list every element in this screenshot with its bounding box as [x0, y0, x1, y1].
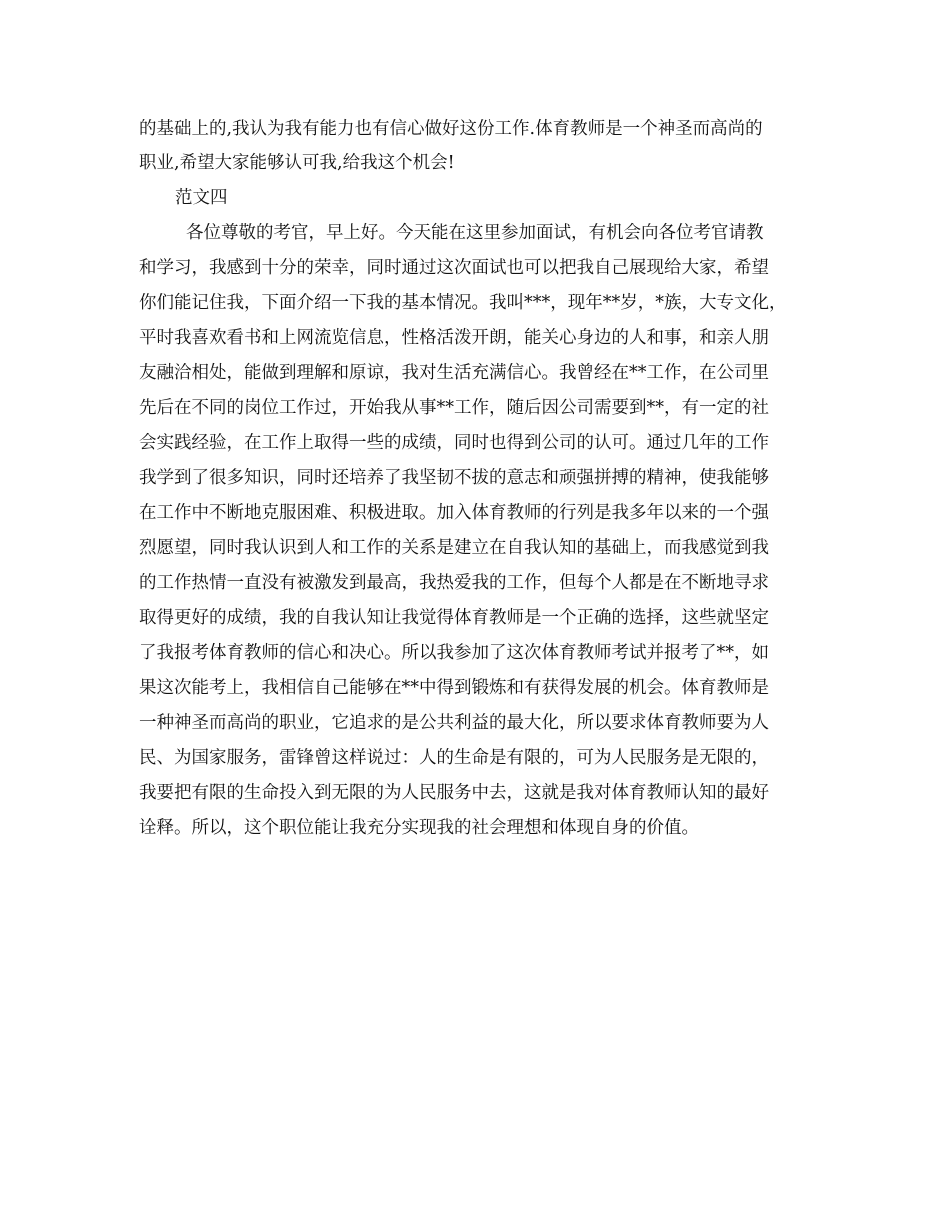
text-line: 我要把有限的生命投入到无限的为人民服务中去，这就是我对体育教师认知的最好	[139, 783, 769, 803]
text-line: 你们能记住我，下面介绍一下我的基本情况。我叫***，现年**岁，*族，大专文化，	[139, 293, 787, 313]
section-heading: 范文四	[175, 188, 228, 208]
text-line: 我学到了很多知识，同时还培养了我坚韧不拔的意志和顽强拼搏的精神，使我能够	[139, 468, 769, 488]
text-line: 和学习，我感到十分的荣幸，同时通过这次面试也可以把我自己展现给大家，希望	[139, 258, 769, 278]
text-line: 烈愿望，同时我认识到人和工作的关系是建立在自我认知的基础上，而我感觉到我	[139, 538, 769, 558]
text-line: 果这次能考上，我相信自己能够在**中得到锻炼和有获得发展的机会。体育教师是	[139, 678, 769, 698]
text-line: 友融洽相处，能做到理解和原谅，我对生活充满信心。我曾经在**工作，在公司里	[139, 363, 769, 383]
text-line: 在工作中不断地克服困难、积极进取。加入体育教师的行列是我多年以来的一个强	[139, 503, 769, 523]
text-line: 会实践经验，在工作上取得一些的成绩，同时也得到公司的认可。通过几年的工作	[139, 433, 769, 453]
text-line: 各位尊敬的考官，早上好。今天能在这里参加面试，有机会向各位考官请教	[186, 223, 764, 243]
text-line: 取得更好的成绩，我的自我认知让我觉得体育教师是一个正确的选择，这些就坚定	[139, 608, 769, 628]
text-line: 一种神圣而高尚的职业，它追求的是公共利益的最大化，所以要求体育教师要为人	[139, 713, 769, 733]
text-line: 了我报考体育教师的信心和决心。所以我参加了这次体育教师考试并报考了**，如	[139, 643, 769, 663]
text-line: 的工作热情一直没有被激发到最高，我热爱我的工作，但每个人都是在不断地寻求	[139, 573, 769, 593]
text-line: 诠释。所以，这个职位能让我充分实现我的社会理想和体现自身的价值。	[139, 818, 699, 838]
text-line: 先后在不同的岗位工作过，开始我从事**工作，随后因公司需要到**，有一定的社	[139, 398, 769, 418]
text-line: 民、为国家服务，雷锋曾这样说过：人的生命是有限的，可为人民服务是无限的，	[139, 748, 769, 768]
text-line: 的基础上的,我认为我有能力也有信心做好这份工作.体育教师是一个神圣而高尚的	[139, 119, 763, 139]
text-line: 平时我喜欢看书和上网流览信息，性格活泼开朗，能关心身边的人和事，和亲人朋	[139, 328, 769, 348]
text-line: 职业,希望大家能够认可我,给我这个机会!	[139, 153, 455, 173]
